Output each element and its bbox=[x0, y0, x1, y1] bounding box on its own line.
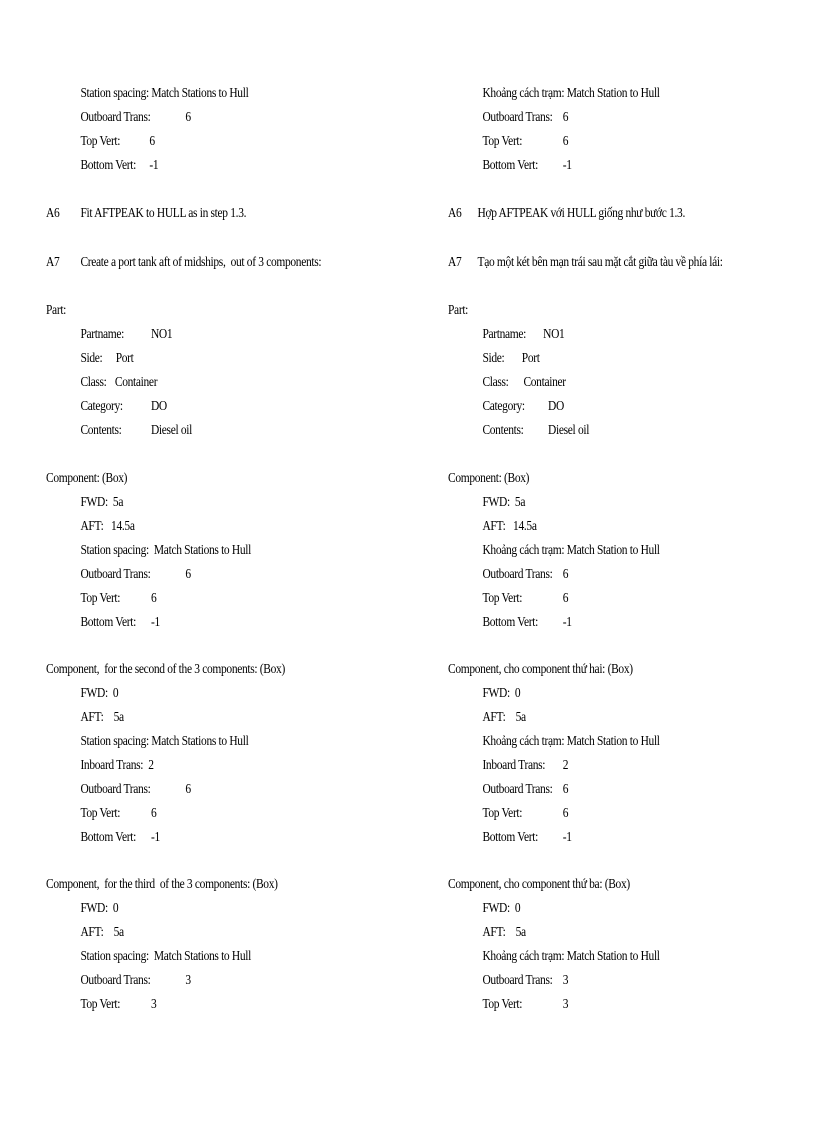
side-value: Port bbox=[521, 351, 540, 366]
contents-line bbox=[482, 423, 590, 439]
top-vert-line bbox=[482, 134, 569, 150]
top-vert-line bbox=[80, 997, 157, 1013]
station-spacing-line: Khoảng cách trạm: Match Station to Hull bbox=[482, 86, 660, 101]
step-a7 bbox=[448, 255, 723, 271]
bottom-vert-line bbox=[80, 830, 160, 846]
side-value: Port bbox=[115, 351, 134, 366]
step-a6 bbox=[46, 206, 247, 222]
side-label: Side: bbox=[482, 351, 505, 366]
contents-line bbox=[80, 423, 192, 439]
step-text: Create a port tank aft of midships, out of 3 components: bbox=[80, 255, 322, 270]
bottom-vert-value: -1 bbox=[562, 158, 572, 173]
outboard-trans-value: 6 bbox=[185, 567, 191, 582]
category-line bbox=[80, 399, 167, 415]
station-spacing-line: Station spacing: Match Stations to Hull bbox=[80, 86, 249, 101]
aft-line: AFT: 5a bbox=[482, 710, 526, 725]
inboard-trans-line: Inboard Trans: 2 bbox=[80, 758, 154, 773]
partname-line bbox=[482, 327, 565, 343]
fwd-line: FWD: 5a bbox=[80, 495, 124, 510]
station-spacing-line: Station spacing: Match Stations to Hull bbox=[80, 949, 251, 964]
bottom-vert-value: -1 bbox=[562, 830, 572, 845]
partname-line bbox=[80, 327, 173, 343]
top-vert-label: Top Vert: bbox=[80, 591, 121, 606]
class-line bbox=[482, 375, 566, 391]
aft-line: AFT: 14.5a bbox=[482, 519, 537, 534]
station-spacing-line: Khoảng cách trạm: Match Station to Hull bbox=[482, 949, 660, 964]
top-vert-line bbox=[80, 134, 155, 150]
inboard-trans-line bbox=[482, 758, 569, 774]
station-spacing-line: Khoảng cách trạm: Match Station to Hull bbox=[482, 543, 660, 558]
step-number: A6 bbox=[46, 206, 60, 221]
top-vert-line bbox=[482, 591, 569, 607]
outboard-trans-line bbox=[482, 973, 569, 989]
outboard-trans-label: Outboard Trans: bbox=[482, 110, 553, 125]
component-heading: Component, for the second of the 3 components: (Box) bbox=[46, 662, 285, 677]
bottom-vert-line bbox=[80, 158, 159, 174]
top-vert-line bbox=[482, 806, 569, 822]
side-line bbox=[80, 351, 134, 367]
bottom-vert-value: -1 bbox=[562, 615, 572, 630]
class-value: Container bbox=[523, 375, 566, 390]
outboard-trans-value: 6 bbox=[185, 110, 191, 125]
outboard-trans-label: Outboard Trans: bbox=[80, 973, 151, 988]
bottom-vert-line bbox=[482, 158, 572, 174]
top-vert-value: 6 bbox=[562, 806, 569, 821]
category-value: DO bbox=[548, 399, 564, 414]
aft-line: AFT: 5a bbox=[80, 925, 124, 940]
top-vert-value: 3 bbox=[150, 997, 157, 1012]
outboard-trans-label: Outboard Trans: bbox=[80, 110, 151, 125]
top-vert-line bbox=[80, 806, 157, 822]
component-heading: Component, cho component thứ hai: (Box) bbox=[448, 662, 633, 677]
top-vert-label: Top Vert: bbox=[482, 997, 523, 1012]
top-vert-value: 3 bbox=[562, 997, 569, 1012]
bottom-vert-value: -1 bbox=[149, 158, 159, 173]
inboard-trans-label: Inboard Trans: bbox=[482, 758, 546, 773]
bottom-vert-label: Bottom Vert: bbox=[482, 158, 538, 173]
side-line bbox=[482, 351, 540, 367]
station-spacing-line: Station spacing: Match Stations to Hull bbox=[80, 543, 251, 558]
top-vert-value: 6 bbox=[562, 134, 569, 149]
fwd-line: FWD: 0 bbox=[80, 901, 119, 916]
contents-value: Diesel oil bbox=[150, 423, 192, 438]
partname-label: Partname: bbox=[80, 327, 125, 342]
step-number: A7 bbox=[448, 255, 462, 270]
outboard-trans-label: Outboard Trans: bbox=[80, 782, 151, 797]
bottom-vert-label: Bottom Vert: bbox=[80, 830, 136, 845]
category-value: DO bbox=[150, 399, 167, 414]
aft-line: AFT: 5a bbox=[482, 925, 526, 940]
step-text: Tạo một két bên mạn trái sau mặt cắt giữa tàu về phía lái: bbox=[477, 255, 723, 270]
category-label: Category: bbox=[482, 399, 525, 414]
bottom-vert-line bbox=[80, 615, 160, 631]
top-vert-value: 6 bbox=[149, 134, 155, 149]
outboard-trans-line bbox=[482, 782, 569, 798]
contents-label: Contents: bbox=[482, 423, 524, 438]
outboard-trans-label: Outboard Trans: bbox=[80, 567, 151, 582]
outboard-trans-line bbox=[80, 782, 191, 798]
class-label: Class: bbox=[80, 375, 107, 390]
fwd-line: FWD: 0 bbox=[482, 901, 521, 916]
outboard-trans-value: 6 bbox=[562, 110, 569, 125]
component-heading: Component: (Box) bbox=[448, 471, 530, 486]
outboard-trans-line bbox=[80, 567, 191, 583]
step-a6 bbox=[448, 206, 686, 222]
contents-label: Contents: bbox=[80, 423, 122, 438]
top-vert-label: Top Vert: bbox=[482, 591, 523, 606]
bottom-vert-line bbox=[482, 830, 572, 846]
top-vert-label: Top Vert: bbox=[80, 134, 121, 149]
outboard-trans-value: 6 bbox=[562, 567, 569, 582]
partname-value: NO1 bbox=[150, 327, 173, 342]
outboard-trans-value: 3 bbox=[185, 973, 191, 988]
category-line bbox=[482, 399, 564, 415]
part-heading: Part: bbox=[448, 303, 469, 318]
outboard-trans-line bbox=[482, 567, 569, 583]
outboard-trans-value: 6 bbox=[562, 782, 569, 797]
step-a7 bbox=[46, 255, 322, 271]
bottom-vert-label: Bottom Vert: bbox=[80, 615, 136, 630]
top-vert-value: 6 bbox=[562, 591, 569, 606]
component-heading: Component, cho component thứ ba: (Box) bbox=[448, 877, 630, 892]
fwd-line: FWD: 5a bbox=[482, 495, 526, 510]
partname-value: NO1 bbox=[543, 327, 565, 342]
contents-value: Diesel oil bbox=[548, 423, 590, 438]
inboard-trans-value: 2 bbox=[562, 758, 569, 773]
step-number: A6 bbox=[448, 206, 462, 221]
fwd-line: FWD: 0 bbox=[80, 686, 119, 701]
step-number: A7 bbox=[46, 255, 60, 270]
top-vert-label: Top Vert: bbox=[482, 134, 523, 149]
top-vert-value: 6 bbox=[150, 591, 157, 606]
fwd-line: FWD: 0 bbox=[482, 686, 521, 701]
outboard-trans-label: Outboard Trans: bbox=[482, 782, 553, 797]
bottom-vert-line bbox=[482, 615, 572, 631]
outboard-trans-line bbox=[80, 973, 191, 989]
station-spacing-line: Khoảng cách trạm: Match Station to Hull bbox=[482, 734, 660, 749]
partname-label: Partname: bbox=[482, 327, 527, 342]
bottom-vert-value: -1 bbox=[150, 615, 160, 630]
outboard-trans-value: 6 bbox=[185, 782, 191, 797]
top-vert-line bbox=[80, 591, 157, 607]
bottom-vert-value: -1 bbox=[150, 830, 160, 845]
top-vert-line bbox=[482, 997, 569, 1013]
class-label: Class: bbox=[482, 375, 509, 390]
class-value: Container bbox=[114, 375, 158, 390]
outboard-trans-value: 3 bbox=[562, 973, 569, 988]
bottom-vert-label: Bottom Vert: bbox=[482, 615, 538, 630]
station-spacing-line: Station spacing: Match Stations to Hull bbox=[80, 734, 249, 749]
component-heading: Component, for the third of the 3 components: (Box) bbox=[46, 877, 278, 892]
part-heading: Part: bbox=[46, 303, 67, 318]
class-line bbox=[80, 375, 158, 391]
aft-line: AFT: 5a bbox=[80, 710, 124, 725]
side-label: Side: bbox=[80, 351, 103, 366]
step-text: Fit AFTPEAK to HULL as in step 1.3. bbox=[80, 206, 247, 221]
category-label: Category: bbox=[80, 399, 123, 414]
bottom-vert-label: Bottom Vert: bbox=[80, 158, 136, 173]
top-vert-label: Top Vert: bbox=[80, 806, 121, 821]
outboard-trans-label: Outboard Trans: bbox=[482, 973, 553, 988]
outboard-trans-line bbox=[80, 110, 191, 126]
outboard-trans-label: Outboard Trans: bbox=[482, 567, 553, 582]
top-vert-value: 6 bbox=[150, 806, 157, 821]
aft-line: AFT: 14.5a bbox=[80, 519, 135, 534]
component-heading: Component: (Box) bbox=[46, 471, 128, 486]
top-vert-label: Top Vert: bbox=[80, 997, 121, 1012]
outboard-trans-line bbox=[482, 110, 569, 126]
step-text: Hợp AFTPEAK với HULL giống như bước 1.3. bbox=[477, 206, 686, 221]
bottom-vert-label: Bottom Vert: bbox=[482, 830, 538, 845]
top-vert-label: Top Vert: bbox=[482, 806, 523, 821]
